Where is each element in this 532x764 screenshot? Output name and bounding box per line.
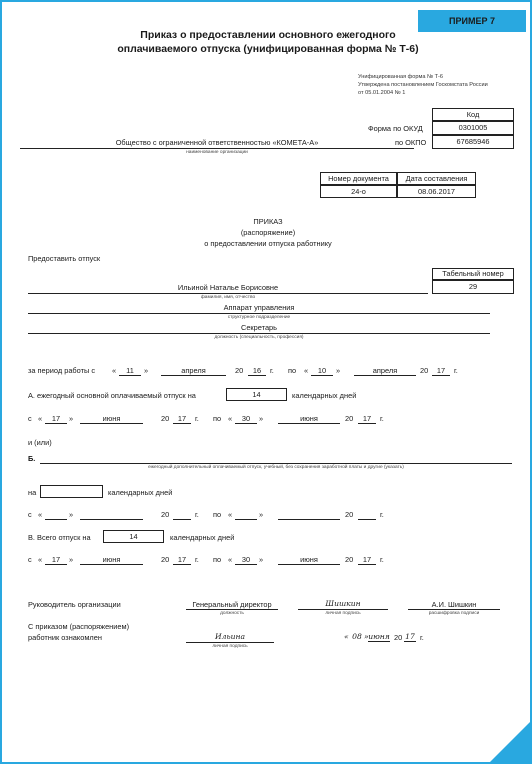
employee-signature: Ильина [214,632,245,641]
section-b-days-box [40,485,103,498]
section-v-days-box [103,530,164,543]
section-a-from-g: г. [195,414,199,423]
section-a-from-month: июня [80,414,143,424]
employee-name: Ильиной Наталье Борисовне [177,283,279,292]
tabnum-header-cell [432,268,514,280]
head-signature: Шишкин [325,599,361,608]
section-v-days-label: календарных дней [170,533,235,542]
section-b-to-label: по [213,510,222,519]
period-to-day: 10 [311,366,333,376]
section-v-from-year-prefix: 20 [161,555,170,564]
okpo-value: 67685946 [456,137,490,146]
period-to-label: по [288,366,297,375]
head-position-underline [186,609,278,610]
approval-line-2: Утверждена постановлением Госкомстата России [358,82,488,88]
organization-caption: наименование организации [186,150,248,155]
section-b-from-month [80,510,143,520]
example-badge-label: ПРИМЕР 7 [449,16,495,26]
head-name: А.И. Шишкин [431,600,477,609]
section-v-from-year: 17 [173,555,191,565]
quote-open: « [38,414,43,423]
section-b-to-year-prefix: 20 [345,510,354,519]
head-label: Руководитель организации [28,600,121,609]
doc-number-header-cell [320,172,397,185]
period-from-month: апреля [161,366,226,376]
period-from-year-prefix: 20 [235,366,244,375]
quote-close: » [259,414,264,423]
page-title-line-1: Приказ о предоставлении основного ежегодного [140,29,396,41]
doc-number-cell [320,185,397,198]
period-from-year: 16 [248,366,266,376]
section-v-to-year: 17 [358,555,376,565]
section-b-from-year-prefix: 20 [161,510,170,519]
period-to-year: 17 [432,366,450,376]
okpo-cell [432,135,514,149]
quote-open: « [228,510,233,519]
section-b-from-year [173,510,191,520]
section-v-days: 14 [129,532,138,541]
section-b-na-label: на [28,488,37,497]
quote-close: » [69,414,74,423]
section-a-days-label: календарных дней [292,391,357,400]
doc-number-header: Номер документа [328,174,389,183]
section-b-s-label: с [28,510,32,519]
quote-open: « [228,414,233,423]
head-name-caption: расшифровка подписи [428,611,480,616]
acquaint-date-month: июня [368,632,390,641]
section-b-to-month [278,510,340,520]
period-to-year-prefix: 20 [420,366,429,375]
organization-underline [20,148,414,149]
acquaint-date-day: 08 [352,632,362,641]
employee-position-caption: должность (специальность, профессия) [214,335,304,340]
period-to-g: г. [454,366,458,375]
tabnum-header: Табельный номер [442,269,504,278]
quote-open: « [38,555,43,564]
employee-position-underline [28,333,490,334]
acquaint-line-1: С приказом (распоряжением) [28,622,130,631]
section-b-underline [40,463,512,464]
section-a-to-day: 30 [235,414,257,424]
employee-signature-caption: личная подпись [212,644,248,649]
section-v-to-g: г. [380,555,384,564]
section-b-from-day [45,510,67,520]
doc-date-value: 08.06.2017 [418,187,455,196]
period-label: за период работы с [28,366,96,375]
quote-close: » [144,366,149,375]
head-signature-caption: личная подпись [325,611,361,616]
section-v-label: В. Всего отпуск на [28,533,91,542]
section-b-label: Б. [28,454,36,463]
section-or-label: и (или) [28,438,52,447]
order-title: ПРИКАЗ [253,217,283,226]
section-a-from-year-prefix: 20 [161,414,170,423]
order-subtitle: (распоряжение) [240,228,296,237]
period-to-month: апреля [354,366,416,376]
okud-label: Форма по ОКУД [368,124,423,133]
section-b-from-g: г. [195,510,199,519]
order-description: о предоставлении отпуска работнику [204,239,332,248]
organization-name: Общество с ограниченной ответственностью «КОМЕТА-А» [115,138,319,147]
head-position-caption: должность [220,611,244,616]
employee-position: Секретарь [240,323,278,332]
section-a-days-box [226,388,287,401]
page-corner-fold-icon [490,722,530,762]
acquaint-line-2: работник ознакомлен [28,633,102,642]
tabnum-cell [432,280,514,294]
section-v-s-label: с [28,555,32,564]
section-a-s-label: с [28,414,32,423]
quote-close: » [364,632,369,641]
section-v-to-day: 30 [235,555,257,565]
approval-line-3: от 05.01.2004 № 1 [358,90,406,96]
section-b-caption: ежегодный дополнительный оплачиваемый отпуск, учебный, без сохранения заработной платы и другие (указать) [148,465,404,470]
section-v-to-label: по [213,555,222,564]
approval-line-1: Унифицированная форма № Т-6 [358,74,443,80]
quote-open: « [228,555,233,564]
period-from-day: 11 [119,366,141,376]
okpo-label: по ОКПО [395,138,427,147]
codes-header-cell [432,108,514,121]
quote-close: » [259,555,264,564]
section-b-to-day [235,510,257,520]
head-name-underline [408,609,500,610]
section-a-days: 14 [252,390,261,399]
doc-number-value: 24-о [351,187,366,196]
acquaint-date-year: 17 [405,632,415,641]
section-a-from-day: 17 [45,414,67,424]
section-a-to-year: 17 [358,414,376,424]
section-v-from-g: г. [195,555,199,564]
quote-open: « [38,510,43,519]
section-v-from-month: июня [80,555,143,565]
tabnum-value: 29 [468,282,478,291]
section-a-to-g: г. [380,414,384,423]
section-a-to-label: по [213,414,222,423]
employee-department-underline [28,313,490,314]
grant-label: Предоставить отпуск [28,254,101,263]
section-a-to-month: июня [278,414,340,424]
okud-cell [432,121,514,135]
quote-close: » [259,510,264,519]
period-from-g: г. [270,366,274,375]
head-position: Генеральный директор [192,600,272,609]
section-b-to-year [358,510,376,520]
employee-department: Аппарат управления [223,303,295,312]
quote-close: » [336,366,341,375]
quote-close: » [69,555,74,564]
page-title-line-2: оплачиваемого отпуска (унифицированная форма № Т-6) [117,43,419,55]
section-v-to-year-prefix: 20 [345,555,354,564]
codes-header: Код [466,110,480,119]
quote-open: « [304,366,309,375]
employee-name-caption: фамилия, имя, отчество [200,295,256,300]
quote-close: » [69,510,74,519]
section-v-from-day: 17 [45,555,67,565]
acquaint-date-g: г. [420,633,424,642]
quote-open: « [112,366,117,375]
doc-date-header: Дата составления [405,174,468,183]
doc-date-header-cell [397,172,476,185]
okud-value: 0301005 [458,123,488,132]
employee-name-underline [28,293,428,294]
employee-signature-underline [186,642,274,643]
section-a-to-year-prefix: 20 [345,414,354,423]
doc-date-cell [397,185,476,198]
employee-department-caption: структурное подразделение [227,315,291,320]
head-signature-underline [298,609,388,610]
acquaint-date-year-prefix: 20 [394,633,403,642]
section-a-from-year: 17 [173,414,191,424]
section-v-to-month: июня [278,555,340,565]
section-b-days-label: календарных дней [108,488,173,497]
section-b-to-g: г. [380,510,384,519]
quote-open: « [344,632,349,641]
section-a-label: А. ежегодный основной оплачиваемый отпуск на [28,391,196,400]
